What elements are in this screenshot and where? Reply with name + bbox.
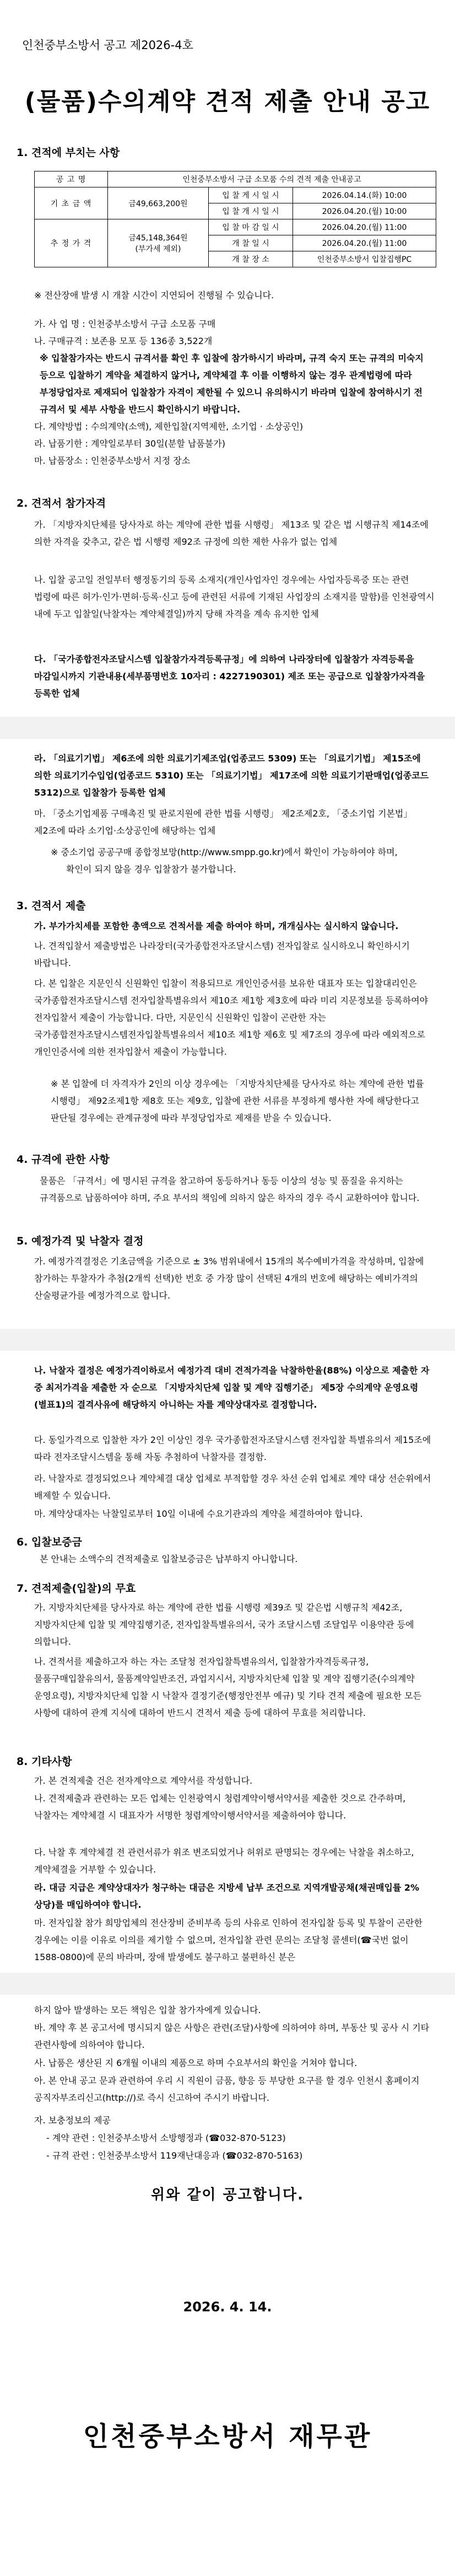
list-item: 라. 「의료기기법」 제6조에 의한 의료기기제조업(업종코드 5309) 또는 「의료기기법」 제15조에 의한 의료기기수입업(업종코드 5310) 또는 「의료기기법」 제17조에 의한 의료기기판매업(업종코드 5312)으로 입찰참가 등록한 업체 bbox=[34, 753, 429, 798]
list-item: 다. 본 입찰은 지문인식 신원확인 입찰이 적용되므로 개인인증서를 보유한 대표자 또는 입찰대리인은 국가종합전자조달시스템 전자입찰특별유의서 제10조 제1항 제3호에 따라 미리 지문정보를 등록하여야 전자입찰서 제출이 가능합니다. 다만, 지문인식 신원확인 입찰이 곤란한 자는 국가종합전자조달시스템전자입찰특별유의서 제10조 제1항 제6호 및 제7조의 경우에 따라 예외적으로 개인인증서에 의한 전자입찰서 제출이 가능합니다. bbox=[34, 978, 429, 1057]
list-item: 가. 본 견적제출 건은 전자계약으로 계약서를 작성합니다. bbox=[34, 1775, 253, 1786]
list-item: 라. 납품기한 : 계약일로부터 30일(분할 납품불가) bbox=[34, 438, 225, 449]
list-item: 라. 낙찰자로 결정되었으나 계약체결 대상 업체로 부적합할 경우 차선 순위 업체로 계약 대상 선순위에서 배제할 수 있습니다. bbox=[34, 1473, 431, 1501]
list-item: 다. 계약방법 : 수의계약(소액), 제한입찰(지역제한, 소기업 · 소상공인) bbox=[34, 421, 304, 432]
list-item: 나. 낙찰자 결정은 예정가격이하로서 예정가격 대비 견적가격을 낙찰하한율(88%) 이상으로 제출한 자 중 최저가격을 제출한 자 순으로 「지방자치단체 입찰 및 계약 집행기준」 제5장 수의계약 운영요령 (별표1)의 결격사유에 해당하지 아니하는 자를 계약상대자로 결정합니다. bbox=[34, 1365, 430, 1410]
list-item: 다. 낙찰 후 계약체결 전 관련서류가 위조 변조되었거나 허위로 판명되는 경우에는 낙찰을 취소하고, 계약체결을 거부할 수 있습니다. bbox=[34, 1847, 414, 1875]
table-cell: 입 찰 개 시 일 시 bbox=[209, 203, 293, 219]
notice-date: 2026. 4. 14. bbox=[183, 2299, 272, 2315]
sme-note: 확인이 되지 않을 경우 입찰참가 불가합니다. bbox=[66, 864, 236, 874]
list-item: 마. 전자입찰 참가 희망업체의 전산장비 준비부족 등의 사유로 인하여 전자입찰 등록 및 투찰이 곤란한 경우에는 이를 이유로 이의를 제기할 수 없으며, 전자입찰 관련 문의는 조달청 콜센터(☎국번 없이 1588-0800)에 문의 바라며, 장애 발생에도 불구하고 불편하신 분은 bbox=[34, 1918, 422, 1962]
list-item: 나. 구매규격 : 보존용 모포 등 136종 3,522개 bbox=[34, 336, 213, 346]
table-cell: 개 찰 일 시 bbox=[209, 235, 293, 251]
list-item: 하지 않아 발생하는 모든 책임은 입찰 참가자에게 있습니다. bbox=[34, 2005, 261, 2015]
section-4-heading: 4. 규격에 관한 사항 bbox=[17, 1153, 110, 1166]
contact-line: - 계약 관련 : 인천중부소방서 소방행정과 (☎032-870-5123) bbox=[46, 2133, 286, 2143]
list-item: 마. 납품장소 : 인천중부소방서 지정 장소 bbox=[34, 455, 191, 466]
table-cell: 입 찰 게 시 일 시 bbox=[209, 187, 293, 203]
list-item: 나. 견적서를 제출하고자 하는 자는 조달청 전자입찰특별유의서, 입찰참가자격등록규정, 물품구매입찰유의서, 물품계약일반조건, 과업지시서, 지방자치단체 입찰 및 계약 집행기준(수의계약 운영요령), 지방자치단체 입찰 시 낙찰자 결정기준(행정안전부 예규) 및 기타 견적 제출에 필요한 모든 사항에 대하여 관계 지식에 대하여 반드시 견적서 제출 등에 대하여 무효를 처리합니다. bbox=[34, 1656, 422, 1718]
list-item: 아. 본 안내 공고 문과 관련하여 우리 시 직원이 금품, 향응 등 부당한 요구를 할 경우 인천시 홈페이지 공직자부조리신고(http://)로 즉시 신고하여 주시기 바랍니다. bbox=[34, 2075, 420, 2103]
section-5-heading: 5. 예정가격 및 낙찰자 결정 bbox=[17, 1235, 144, 1247]
list-item: 마. 「중소기업제품 구매촉진 및 판로지원에 관한 법률 시행령」 제2조제2호, 「중소기업 기본법」 제2조에 따라 소기업·소상공인에 해당하는 업체 bbox=[34, 808, 413, 836]
list-item: 본 안내는 소액수의 견적제출로 입찰보증금은 납부하지 아니합니다. bbox=[40, 1554, 298, 1564]
list-item: 나. 입찰 공고일 전일부터 행정동기의 등록 소재지(개인사업자인 경우에는 사업자등록증 또는 관련 법령에 따른 허가·인가·면허·등록·신고 등에 관련된 서류에 기재된 사업장의 소재지를 말함)를 인천광역시 내에 두고 입찰일(낙찰자는 계약체결일)까지 당해 자격을 계속 유지한 업체 bbox=[34, 575, 435, 619]
table-row bbox=[35, 171, 436, 187]
page-break bbox=[0, 1973, 455, 1995]
list-item: ※ 입찰참가자는 반드시 규격서를 확인 후 입찰에 참가하시기 바라며, 규격 숙지 또는 규격의 미숙지 등으로 입찰하기 계약을 체결하지 않거나, 계약체결 후 이를 이행하지 않는 경우 관계법령에 따라 부정당업자로 제재되어 입찰참가 자격이 제한될 수 있으니 유의하시기 바라며 입찰에 참여하시기 전 규격서 및 세부 사항을 반드시 확인하시기 바랍니다. bbox=[40, 353, 424, 415]
sme-note: ※ 중소기업 공공구매 종합정보망(http://www.smpp.go.kr)에서 확인이 가능하여야 하며, bbox=[51, 847, 398, 857]
table-cell: 2026.04.20.(월) 11:00 bbox=[293, 235, 436, 251]
list-item: 가. 사 업 명 : 인천중부소방서 구급 소모품 구매 bbox=[34, 319, 216, 329]
closing-text: 위와 같이 공고합니다. bbox=[150, 2187, 305, 2203]
signer-title: 인천중부소방서 재무관 bbox=[83, 2421, 372, 2452]
section-7-heading: 7. 견적제출(입찰)의 무효 bbox=[17, 1582, 136, 1595]
list-item: 가. 예정가격결정은 기초금액을 기준으로 ± 3% 범위내에서 15개의 복수예비가격을 작성하며, 입찰에 참가하는 투찰자가 추첨(2개씩 선택)한 번호 중 가장 많이 선택된 4개의 번호에 해당하는 예비가격의 산술평균가를 예정가격으로 합니다. bbox=[34, 1256, 424, 1301]
table-cell: 인천중부소방서 입찰집행PC bbox=[293, 251, 436, 267]
section-6-heading: 6. 입찰보증금 bbox=[17, 1536, 82, 1548]
section-3-heading: 3. 견적서 제출 bbox=[17, 900, 86, 912]
table-cell: 입 찰 마 감 일 시 bbox=[209, 219, 293, 235]
list-item: 물품은 「규격서」에 명시된 규격을 참고하여 동등하거나 동등 이상의 성능 및 품질을 유지하는 규격품으로 납품하여야 하며, 주요 부서의 책임에 의하지 않은 하자의 경우 즉시 교환하여야 합니다. bbox=[40, 1176, 420, 1203]
list-item: ※ 본 입찰에 더 자격자가 2인의 이상 경우에는 「지방자치단체를 당사자로 하는 계약에 관한 법률 시행령」 제92조제1항 제8호 또는 제9호, 입찰에 관한 서류를 부정하게 행사한 자에 해당한다고 판단될 경우에는 관계규정에 따라 부정당업자로 제재를 받을 수 있습니다. bbox=[51, 1078, 424, 1123]
table-cell: 금49,663,200원 bbox=[108, 187, 209, 219]
list-item: 다. 「국가종합전자조달시스템 입찰참가자격등록규정」에 의하여 나라장터에 입찰참가 자격등록을 마감일시까지 기관내용(세부품명번호 10자리 : 4227190301) 제조 또는 공급으로 입찰참가자격을 등록한 업체 bbox=[34, 654, 425, 699]
list-item: 가. 부가가치세를 포함한 총액으로 견적서를 제출 하여야 하며, 개개심사는 실시하지 않습니다. bbox=[34, 921, 399, 931]
section-2-heading: 2. 견적서 참가자격 bbox=[17, 497, 106, 509]
document-number: 인천중부소방서 공고 제2026-4호 bbox=[22, 39, 193, 52]
contact-line: - 규격 관련 : 인천중부소방서 119재난대응과 (☎032-870-5163) bbox=[46, 2150, 303, 2161]
list-item: 마. 계약상대자는 낙찰일로부터 10일 이내에 수요기관과의 계약을 체결하여야 합니다. bbox=[34, 1509, 363, 1519]
table-cell: 2026.04.20.(월) 11:00 bbox=[293, 219, 436, 235]
list-item: 가. 「지방자치단체를 당사자로 하는 계약에 관한 법률 시행령」 제13조 및 같은 법 시행규칙 제14조에 의한 자격을 갖추고, 같은 법 시행령 제92조 규정에 의한 제한 사유가 없는 업체 bbox=[34, 519, 429, 547]
table-cell: 개 찰 장 소 bbox=[209, 251, 293, 267]
list-item: 자. 보충정보의 제공 bbox=[34, 2115, 111, 2126]
section-1-heading: 1. 견적에 부치는 사항 bbox=[17, 147, 120, 159]
table-row bbox=[35, 219, 436, 235]
table-cell: 인천중부소방서 구급 소모품 수의 견적 제출 안내공고 bbox=[108, 171, 436, 187]
table-cell: 2026.04.14.(화) 10:00 bbox=[293, 187, 436, 203]
list-item: 나. 견적입찰서 제출방법은 나라장터(국가종합전자조달시스템) 전자입찰로 실시하오니 확인하시기 바랍니다. bbox=[34, 941, 410, 968]
table-cell: 기 초 금 액 bbox=[35, 187, 108, 219]
list-item: 바. 계약 후 본 공고서에 명시되지 않은 사항은 관련(조달)사항에 의하여야 하며, 부동산 및 공사 시 기타 관련사항에 의하여야 합니다. bbox=[34, 2022, 430, 2050]
list-item: 가. 지방자치단체를 당사자로 하는 계약에 관한 법률 시행령 제39조 및 같은법 시행규칙 제42조, 지방자치단체 입찰 및 계약집행기준, 전자입찰특별유의서, 국가 조달시스템 조달업무 이용약관 등에 의합니다. bbox=[34, 1602, 414, 1647]
table-row bbox=[35, 187, 436, 203]
table-cell: 2026.04.20.(월) 10:00 bbox=[293, 203, 436, 219]
list-item: 사. 납품은 생산된 지 6개월 이내의 제품으로 하며 수요부서의 확인을 거쳐야 합니다. bbox=[34, 2058, 358, 2068]
list-item: 다. 동일가격으로 입찰한 자가 2인 이상인 경우 국가종합전자조달시스템 전자입찰 특별유의서 제15조에 따라 전자조달시스템을 통해 자동 추첨하여 낙찰자를 결정함. bbox=[34, 1435, 431, 1462]
page-break bbox=[0, 717, 455, 739]
table-cell: 공 고 명 bbox=[35, 171, 108, 187]
vat-note: (부가세 제외) bbox=[135, 245, 181, 254]
page-break bbox=[0, 1329, 455, 1351]
section-8-heading: 8. 기타사항 bbox=[17, 1756, 72, 1768]
page-title: (물품)수의계약 견적 제출 안내 공고 bbox=[24, 88, 431, 116]
list-item: 나. 견적제출과 관련하는 모든 업체는 인천광역시 청렴계약이행서약서를 제출한 것으로 간주하며, 낙찰자는 계약체결 시 대표자가 서명한 청렴계약이행서약서를 제출하여야 합니다. bbox=[34, 1793, 406, 1821]
table-cell bbox=[108, 219, 209, 267]
outage-note: ※ 전산장애 발생 시 개찰 시간이 지연되어 진행될 수 있습니다. bbox=[34, 290, 274, 300]
list-item: 라. 대금 지급은 계약상대자가 청구하는 대금은 지방세 납부 조건으로 지역개발공채(채권매입률 2% 상당)를 매입하여야 합니다. bbox=[34, 1882, 420, 1910]
table-cell: 추 정 가 격 bbox=[35, 219, 108, 267]
estimated-price: 금45,148,364원 bbox=[128, 234, 188, 243]
bid-info-table bbox=[34, 171, 436, 267]
